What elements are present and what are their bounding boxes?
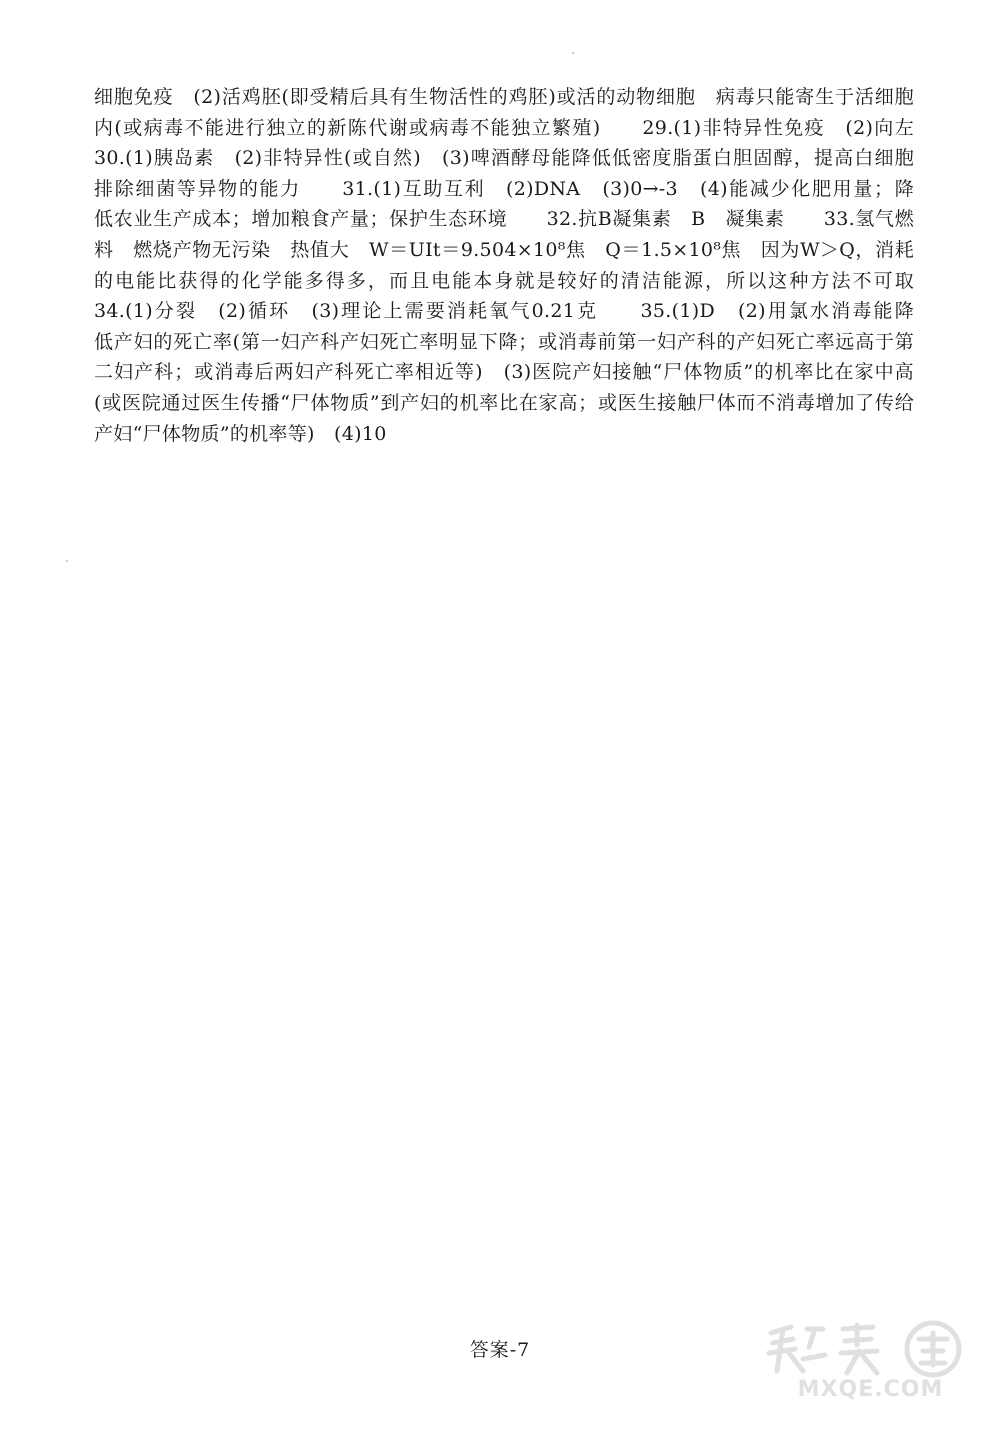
answer-line: 排除细菌等异物的能力 31.(1)互助互利 (2)DNA (3)0→-3 (4)能减少化肥用量；降 bbox=[94, 177, 914, 200]
answer-line: 低产妇的死亡率(第一妇产科产妇死亡率明显下降；或消毒前第一妇产科的产妇死亡率远高于第 bbox=[94, 330, 914, 353]
page-number: 答案-7 bbox=[469, 1339, 531, 1361]
answer-line: 34.(1)分裂 (2)循环 (3)理论上需要消耗氧气0.21克 35.(1)D (2)用氯水消毒能降 bbox=[94, 300, 914, 323]
watermark-site-text: MXQE.COM bbox=[797, 1377, 944, 1402]
scan-speck bbox=[66, 560, 68, 562]
scan-speck bbox=[572, 52, 574, 54]
answer-line: 料 燃烧产物无污染 热值大 W＝UIt＝9.504×10⁸焦 Q＝1.5×10⁸焦 因为W＞Q，消耗 bbox=[94, 238, 914, 261]
watermark-logo bbox=[763, 1319, 978, 1411]
answer-line: 细胞免疫 (2)活鸡胚(即受精后具有生物活性的鸡胚)或活的动物细胞 病毒只能寄生于活细胞 bbox=[94, 86, 914, 108]
answer-line: 内(或病毒不能进行独立的新陈代谢或病毒不能独立繁殖) 29.(1)非特异性免疫 (2)向左 bbox=[94, 116, 914, 139]
answer-line: 产妇“尸体物质”的机率等) (4)10 bbox=[94, 422, 387, 445]
answer-line: 低农业生产成本；增加粮食产量；保护生态环境 32.抗B凝集素 B 凝集素 33.氢气燃 bbox=[94, 208, 914, 231]
answer-text-block bbox=[94, 82, 914, 449]
answer-line: (或医院通过医生传播“尸体物质”到产妇的机率比在家高；或医生接触尸体而不消毒增加了传给 bbox=[94, 391, 914, 414]
answer-line: 30.(1)胰岛素 (2)非特异性(或自然) (3)啤酒酵母能降低低密度脂蛋白胆固醇，提高白细胞 bbox=[94, 147, 914, 170]
watermark-logo-icon bbox=[763, 1319, 978, 1379]
answer-line: 二妇产科；或消毒后两妇产科死亡率相近等) (3)医院产妇接触“尸体物质”的机率比在家中高 bbox=[94, 361, 914, 384]
answer-line: 的电能比获得的化学能多得多，而且电能本身就是较好的清洁能源，所以这种方法不可取 bbox=[94, 269, 914, 292]
